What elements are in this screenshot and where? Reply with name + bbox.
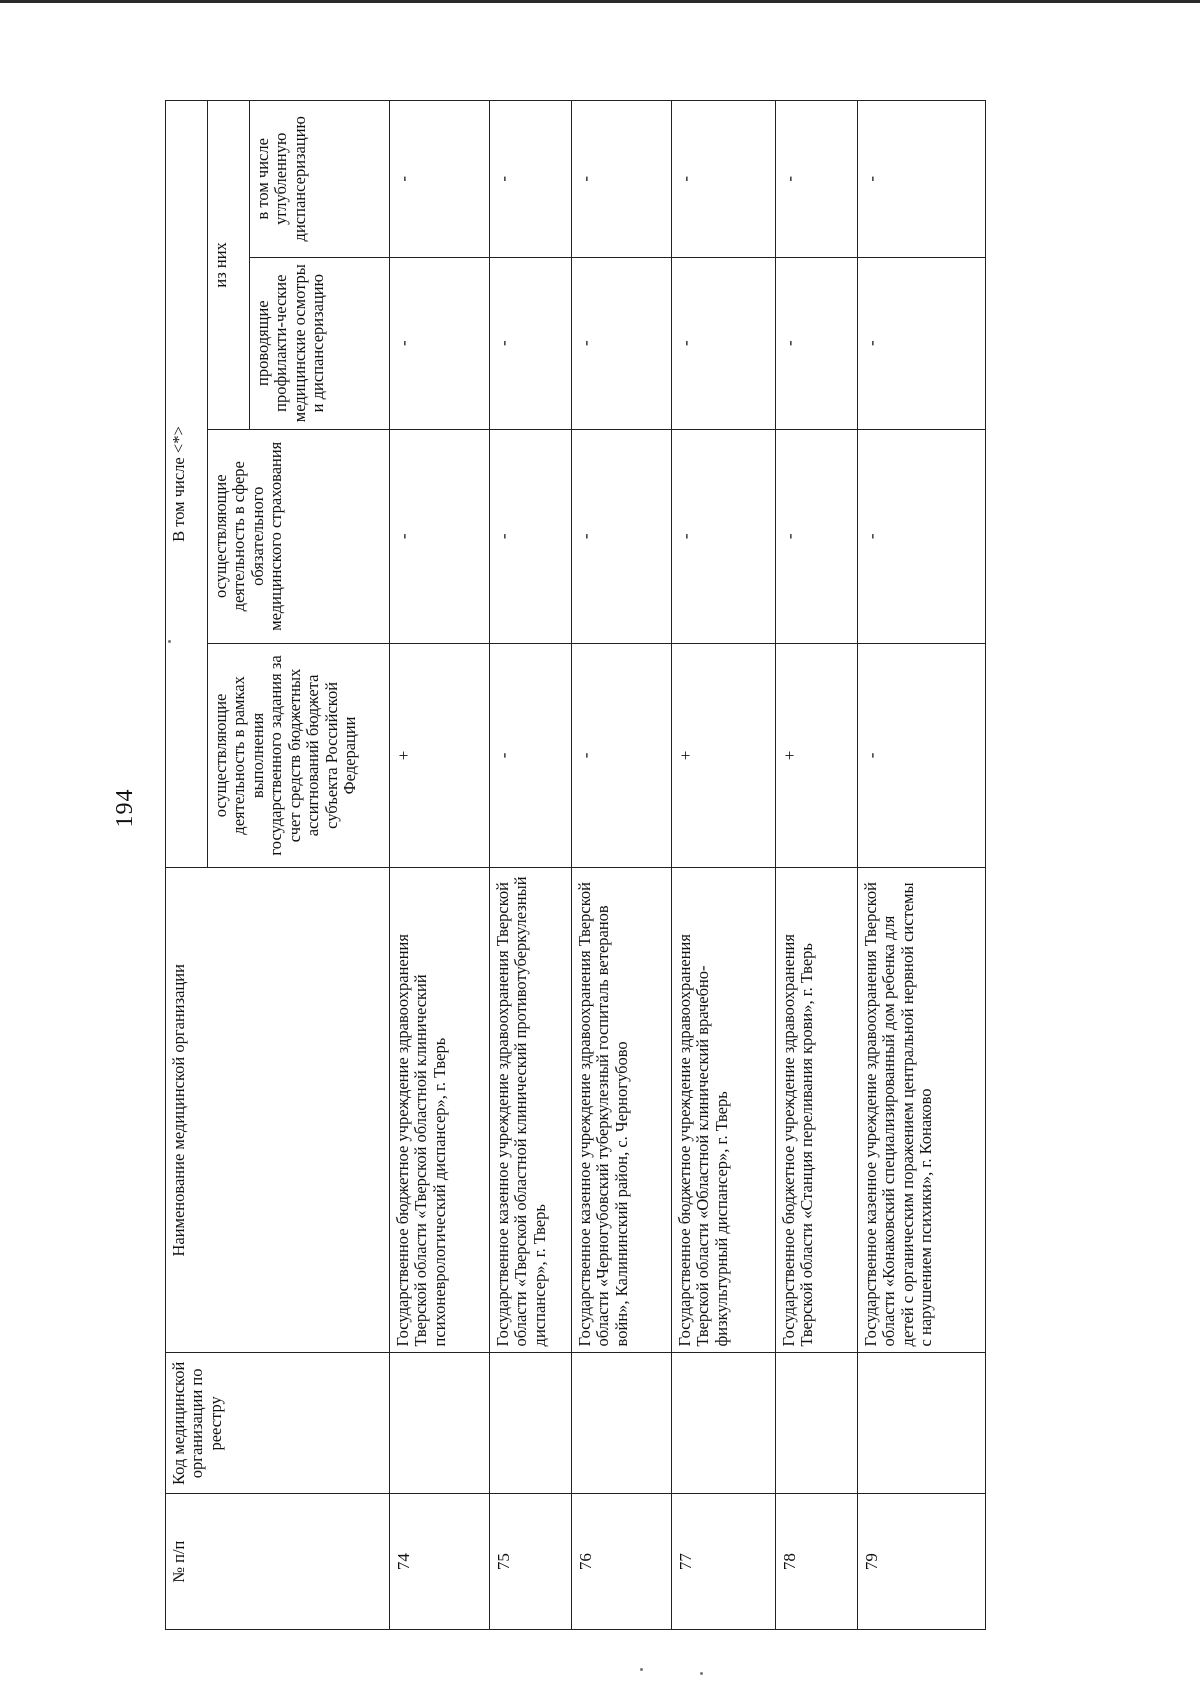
- row-prof: -: [390, 257, 490, 429]
- table-row: [490, 101, 572, 1630]
- table-row: [390, 101, 490, 1630]
- row-name: Государственное бюджетное учреждение здравоохранения Тверской области «Областной клинический врачебно-физкультурный диспансер», г. Тверь: [672, 868, 776, 1353]
- row-deep: -: [672, 101, 776, 258]
- table-body: [390, 101, 986, 1630]
- row-prof: -: [490, 257, 572, 429]
- rotated-page-content: [165, 100, 1120, 1630]
- row-code: [672, 1353, 776, 1494]
- row-prof: -: [776, 257, 858, 429]
- row-deep: -: [390, 101, 490, 258]
- row-task: -: [858, 643, 986, 867]
- row-name: Государственное бюджетное учреждение здравоохранения Тверской области «Тверской областной клинический психоневрологический диспансер», г. Тверь: [390, 868, 490, 1353]
- row-name: Государственное бюджетное учреждение здравоохранения Тверской области «Станция переливания крови», г. Тверь: [776, 868, 858, 1353]
- row-num: 76: [572, 1494, 672, 1630]
- row-oms: -: [858, 429, 986, 643]
- row-num: 75: [490, 1494, 572, 1630]
- row-oms: -: [572, 429, 672, 643]
- header-name: Наименование медицинской организации: [166, 868, 390, 1353]
- row-deep: -: [776, 101, 858, 258]
- page-number: 194: [112, 788, 138, 828]
- scan-speck: [700, 1672, 703, 1675]
- row-task: +: [672, 643, 776, 867]
- row-code: [858, 1353, 986, 1494]
- row-name: Государственное казенное учреждение здравоохранения Тверской области «Конаковский специализированный дом ребенка для детей с органическим поражением центральной нервной системы с нарушением психики», г. Конаково: [858, 868, 986, 1353]
- row-deep: -: [490, 101, 572, 258]
- row-name: Государственное казенное учреждение здравоохранения Тверской области «Черногубовский туберкулезный госпиталь ветеранов войн», Калининский район, с. Черногубово: [572, 868, 672, 1353]
- header-num: № п/п: [166, 1494, 390, 1630]
- table-row: [776, 101, 858, 1630]
- row-deep: -: [858, 101, 986, 258]
- row-deep: -: [572, 101, 672, 258]
- row-code: [390, 1353, 490, 1494]
- table-row: [572, 101, 672, 1630]
- header-of-them: из них: [208, 101, 250, 430]
- row-name: Государственное казенное учреждение здравоохранения Тверской области «Тверской областной клинический противотуберкулезный диспансер», г. Тверь: [490, 868, 572, 1353]
- row-num: 79: [858, 1494, 986, 1630]
- registry-table: [165, 100, 986, 1630]
- table-row: [672, 101, 776, 1630]
- row-oms: -: [390, 429, 490, 643]
- header-deep: в том числе углубленную диспансеризацию: [250, 101, 390, 258]
- header-task: осуществляющие деятельность в рамках выполнения государственного задания за счет средств бюджетных ассигнований бюджета субъекта Российской Федерации: [208, 643, 390, 867]
- row-prof: -: [672, 257, 776, 429]
- row-oms: -: [490, 429, 572, 643]
- row-num: 77: [672, 1494, 776, 1630]
- row-oms: -: [672, 429, 776, 643]
- row-task: -: [490, 643, 572, 867]
- row-num: 74: [390, 1494, 490, 1630]
- row-prof: -: [858, 257, 986, 429]
- row-code: [572, 1353, 672, 1494]
- header-oms: осуществляющие деятельность в сфере обязательного медицинского страхования: [208, 429, 390, 643]
- row-task: +: [390, 643, 490, 867]
- header-code: Код медицинской организации по реестру: [166, 1353, 390, 1494]
- table-row: [858, 101, 986, 1630]
- row-code: [490, 1353, 572, 1494]
- row-num: 78: [776, 1494, 858, 1630]
- scan-speck: [640, 1668, 643, 1671]
- scan-edge: [0, 0, 1200, 3]
- row-task: -: [572, 643, 672, 867]
- row-prof: -: [572, 257, 672, 429]
- table-header: [166, 101, 390, 1630]
- row-code: [776, 1353, 858, 1494]
- header-including: В том числе <*>: [166, 101, 208, 868]
- scan-speck: [168, 640, 171, 643]
- row-oms: -: [776, 429, 858, 643]
- header-prof: проводящие профилакти-ческие медицинские осмотры и диспансеризацию: [250, 257, 390, 429]
- row-task: +: [776, 643, 858, 867]
